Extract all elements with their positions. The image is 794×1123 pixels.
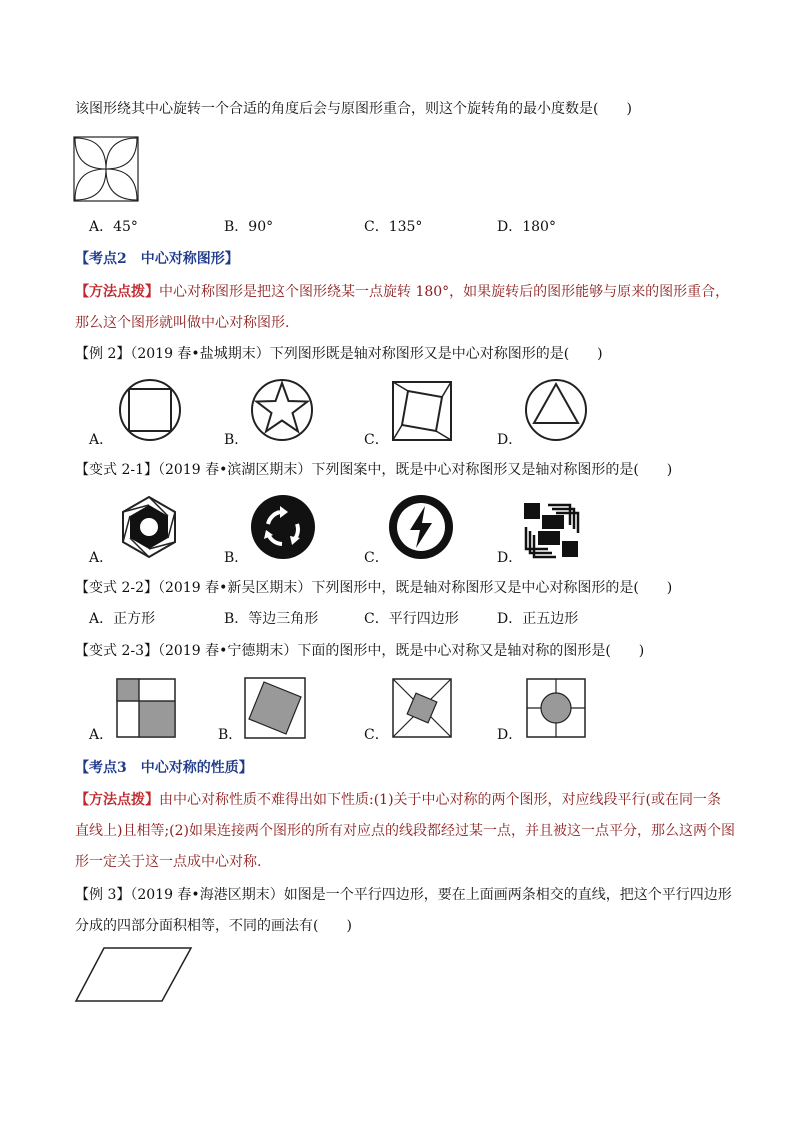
ex2-label-b: B． — [224, 432, 249, 448]
parallelogram-figure — [74, 946, 194, 1004]
hexagon-aperture-figure — [116, 494, 182, 560]
v21-label-b: B． — [224, 550, 249, 566]
v22-option-c: C．平行四边形 — [364, 611, 459, 627]
method-text: 由中心对称性质不难得出如下性质:(1)关于中心对称的两个图形，对应线段平行(或在同一条 — [159, 792, 722, 808]
example-3-stem-line2: 分成的四部分面积相等，不同的画法有( ) — [75, 918, 352, 934]
method-k2-line1 — [75, 282, 729, 302]
example-2-stem: 【例 2】（2019 春•盐城期末）下列图形既是轴对称图形又是中心对称图形的是( ) — [75, 346, 603, 362]
v21-label-d: D． — [497, 550, 523, 566]
v22-option-d: D．正五边形 — [497, 611, 579, 627]
section-heading-k2: 【考点2 中心对称图形】 — [75, 251, 239, 267]
v22-option-b: B．等边三角形 — [224, 611, 319, 627]
ex2-label-d: D． — [497, 432, 523, 448]
v23-label-d: D． — [497, 727, 523, 743]
ex2-label-c: C． — [364, 432, 389, 448]
v23-label-a: A． — [89, 727, 114, 743]
pinwheel-square-figure — [392, 381, 452, 441]
section-heading-k3: 【考点3 中心对称的性质】 — [75, 760, 253, 776]
lightning-circle-figure — [388, 494, 454, 560]
method-k3-line2: 直线上)且相等;(2)如果连接两个图形的所有对应点的线段都经过某一点，并且被这一点平分，那么这两个图 — [75, 823, 736, 839]
tilted-square-figure — [244, 677, 306, 739]
circle-square-figure — [118, 378, 182, 442]
option-b: B．90° — [224, 219, 274, 235]
circle-star-figure — [250, 378, 314, 442]
option-d: D．180° — [497, 219, 556, 235]
v21-label-a: A． — [89, 550, 114, 566]
circle-cross-square-figure — [526, 678, 586, 738]
quartered-square-figure — [116, 678, 176, 738]
method-k3-line1 — [75, 790, 721, 810]
question-stem: 该图形绕其中心旋转一个合适的角度后会与原图形重合，则这个旋转角的最小度数是( ) — [75, 101, 632, 117]
method-text: 中心对称图形是把这个图形绕某一点旋转 180°，如果旋转后的图形能够与原来的图形重合， — [159, 284, 730, 300]
recycle-arrows-figure — [250, 494, 316, 560]
ex2-label-a: A． — [89, 432, 114, 448]
v23-label-c: C． — [364, 727, 389, 743]
v23-label-b: B． — [218, 727, 243, 743]
variant-2-2-stem: 【变式 2-2】（2019 春•新吴区期末）下列图形中，既是轴对称图形又是中心对称图形的是( ) — [75, 580, 673, 596]
example-3-stem-line1: 【例 3】（2019 春•海港区期末）如图是一个平行四边形，要在上面画两条相交的直线，把这个平行四边形 — [75, 887, 732, 903]
stacked-squares-figure — [522, 501, 580, 559]
method-tag: 【方法点拨】 — [75, 284, 159, 300]
diagonal-square-figure — [392, 678, 452, 738]
variant-2-1-stem: 【变式 2-1】（2019 春•滨湖区期末）下列图案中，既是中心对称图形又是轴对称图形的是( ) — [75, 462, 673, 478]
method-tag: 【方法点拨】 — [75, 792, 159, 808]
variant-2-3-stem: 【变式 2-3】（2019 春•宁德期末）下面的图形中，既是中心对称又是轴对称的图形是( ) — [75, 643, 645, 659]
circle-triangle-figure — [524, 378, 588, 442]
method-k3-line3: 形一定关于这一点成中心对称. — [75, 854, 262, 870]
option-c: C．135° — [364, 219, 423, 235]
option-a: A．45° — [89, 219, 138, 235]
four-petal-figure — [73, 136, 139, 202]
method-k2-line2: 那么这个图形就叫做中心对称图形. — [75, 315, 290, 331]
v21-label-c: C． — [364, 550, 389, 566]
v22-option-a: A．正方形 — [89, 611, 156, 627]
